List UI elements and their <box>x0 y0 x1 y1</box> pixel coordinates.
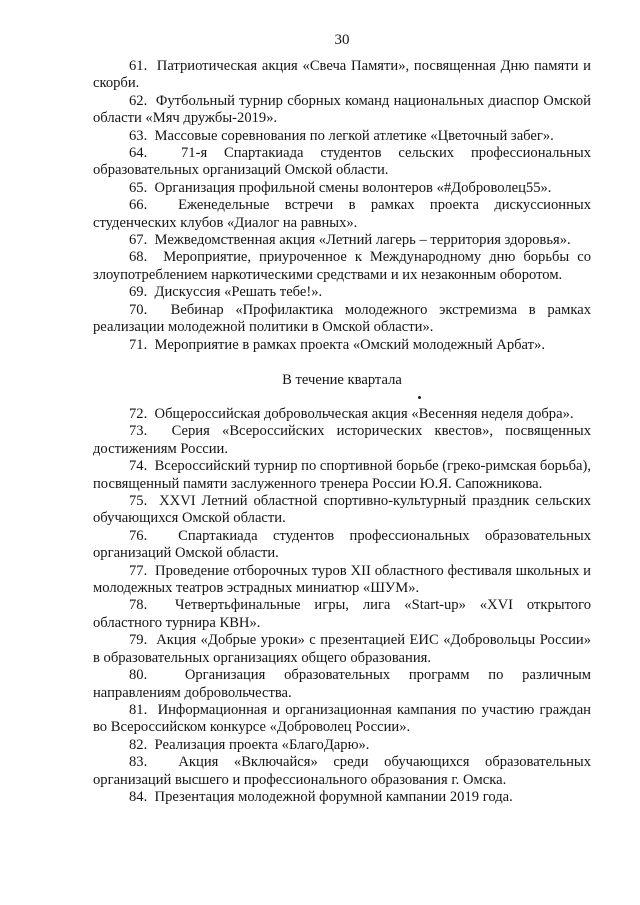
item-number: 68. <box>129 249 148 266</box>
list-item <box>93 789 591 806</box>
item-text: Организация образовательных программ по различным направлениям добровольчества. <box>93 667 591 701</box>
list-item <box>93 145 591 180</box>
list-item <box>93 423 591 458</box>
list-item <box>93 597 591 632</box>
item-number: 82. <box>129 736 148 753</box>
item-text: Четвертьфинальные игры, лига «Start-up» «XVI открытого областного турнира КВН». <box>93 597 591 631</box>
item-number: 83. <box>129 754 148 771</box>
item-text: Акция «Добрые уроки» с презентацией ЕИС «Добровольцы России» в образовательных организациях общего образования. <box>93 632 591 666</box>
item-number: 64. <box>129 145 148 162</box>
item-text: Проведение отборочных туров XII областного фестиваля школьных и молодежных театров эстрадных миниатюр «ШУМ». <box>93 562 591 597</box>
item-text: Патриотическая акция «Свеча Памяти», посвященная Дню памяти и скорби. <box>93 58 591 92</box>
list-item <box>93 249 591 284</box>
item-number: 79. <box>129 632 148 649</box>
item-text: Акция «Включайся» среди обучающихся образовательных организаций высшего и профессионального образования г. Омска. <box>93 754 591 788</box>
item-number: 75. <box>129 493 148 510</box>
item-text: Футбольный турнир сборных команд национальных диаспор Омской области «Мяч дружбы-2019». <box>93 92 591 127</box>
item-text: Организация профильной смены волонтеров «#Доброволец55». <box>154 179 552 196</box>
list-item <box>93 302 591 337</box>
item-text: Реализация проекта «БлагоДарю». <box>154 736 370 753</box>
item-number: 72. <box>129 406 148 422</box>
list-item <box>93 232 591 249</box>
item-number: 61. <box>129 58 148 74</box>
item-number: 70. <box>129 301 148 318</box>
item-number: 66. <box>129 197 148 214</box>
list-item <box>93 58 591 93</box>
item-text: Презентация молодежной форумной кампании 2019 года. <box>154 788 513 805</box>
list-item <box>93 632 591 667</box>
item-text: Мероприятие в рамках проекта «Омский молодежный Арбат». <box>154 336 545 353</box>
list-item <box>93 493 591 528</box>
item-text: Информационная и организационная кампания по участию граждан во Всероссийском конкурсе «Доброволец России». <box>93 701 591 736</box>
item-number: 62. <box>129 92 148 109</box>
list-item <box>93 754 591 789</box>
item-text: Мероприятие, приуроченное к Международному дню борьбы со злоупотреблением наркотическими средствами и их незаконным оборотом. <box>93 249 592 283</box>
event-list-top <box>93 58 591 354</box>
item-text: XXVI Летний областной спортивно-культурный праздник сельских обучающихся Омской области. <box>93 493 591 527</box>
item-text: Общероссийская добровольческая акция «Весенняя неделя добра». <box>154 406 574 422</box>
item-number: 69. <box>129 284 148 301</box>
item-text: Всероссийский турнир по спортивной борьбе (греко-римская борьба), посвященный памяти заслуженного тренера России Ю.Я. Сапожникова. <box>93 458 592 492</box>
item-text: Массовые соревнования по легкой атлетике «Цветочный забег». <box>154 127 554 144</box>
item-number: 74. <box>129 458 148 475</box>
item-number: 63. <box>129 127 148 144</box>
list-item <box>93 667 591 702</box>
item-text: 71-я Спартакиада студентов сельских профессиональных образовательных организаций Омской области. <box>93 145 591 179</box>
item-number: 73. <box>129 423 148 440</box>
list-item <box>93 180 591 197</box>
item-number: 71. <box>129 336 148 353</box>
item-number: 80. <box>129 667 148 684</box>
list-item <box>93 737 591 754</box>
list-item <box>93 197 591 232</box>
list-item <box>93 406 591 423</box>
item-number: 67. <box>129 232 148 249</box>
list-item <box>93 563 591 598</box>
item-number: 76. <box>129 527 148 544</box>
item-number: 84. <box>129 788 148 805</box>
item-number: 78. <box>129 597 148 614</box>
event-list-bottom <box>93 406 591 806</box>
item-number: 77. <box>129 562 148 579</box>
page-number: 30 <box>334 32 350 48</box>
list-item <box>93 128 591 145</box>
item-number: 81. <box>129 701 148 718</box>
item-text: Серия «Всероссийских исторических квестов», посвященных достижениям России. <box>93 423 592 457</box>
list-item <box>93 458 591 493</box>
scan-speck <box>418 396 421 399</box>
item-text: Межведомственная акция «Летний лагерь – территория здоровья». <box>154 232 571 249</box>
list-item <box>93 93 591 128</box>
list-item <box>93 284 591 301</box>
section-heading: В течение квартала <box>282 372 402 388</box>
item-text: Спартакиада студентов профессиональных образовательных организаций Омской области. <box>93 527 592 562</box>
item-number: 65. <box>129 179 148 196</box>
item-text: Вебинар «Профилактика молодежного экстремизма в рамках реализации молодежной политики в Омской области». <box>93 301 591 336</box>
list-item <box>93 702 591 737</box>
item-text: Дискуссия «Решать тебе!». <box>154 284 323 301</box>
list-item <box>93 337 591 354</box>
list-item <box>93 528 591 563</box>
item-text: Еженедельные встречи в рамках проекта дискуссионных студенческих клубов «Диалог на равных». <box>93 197 591 231</box>
